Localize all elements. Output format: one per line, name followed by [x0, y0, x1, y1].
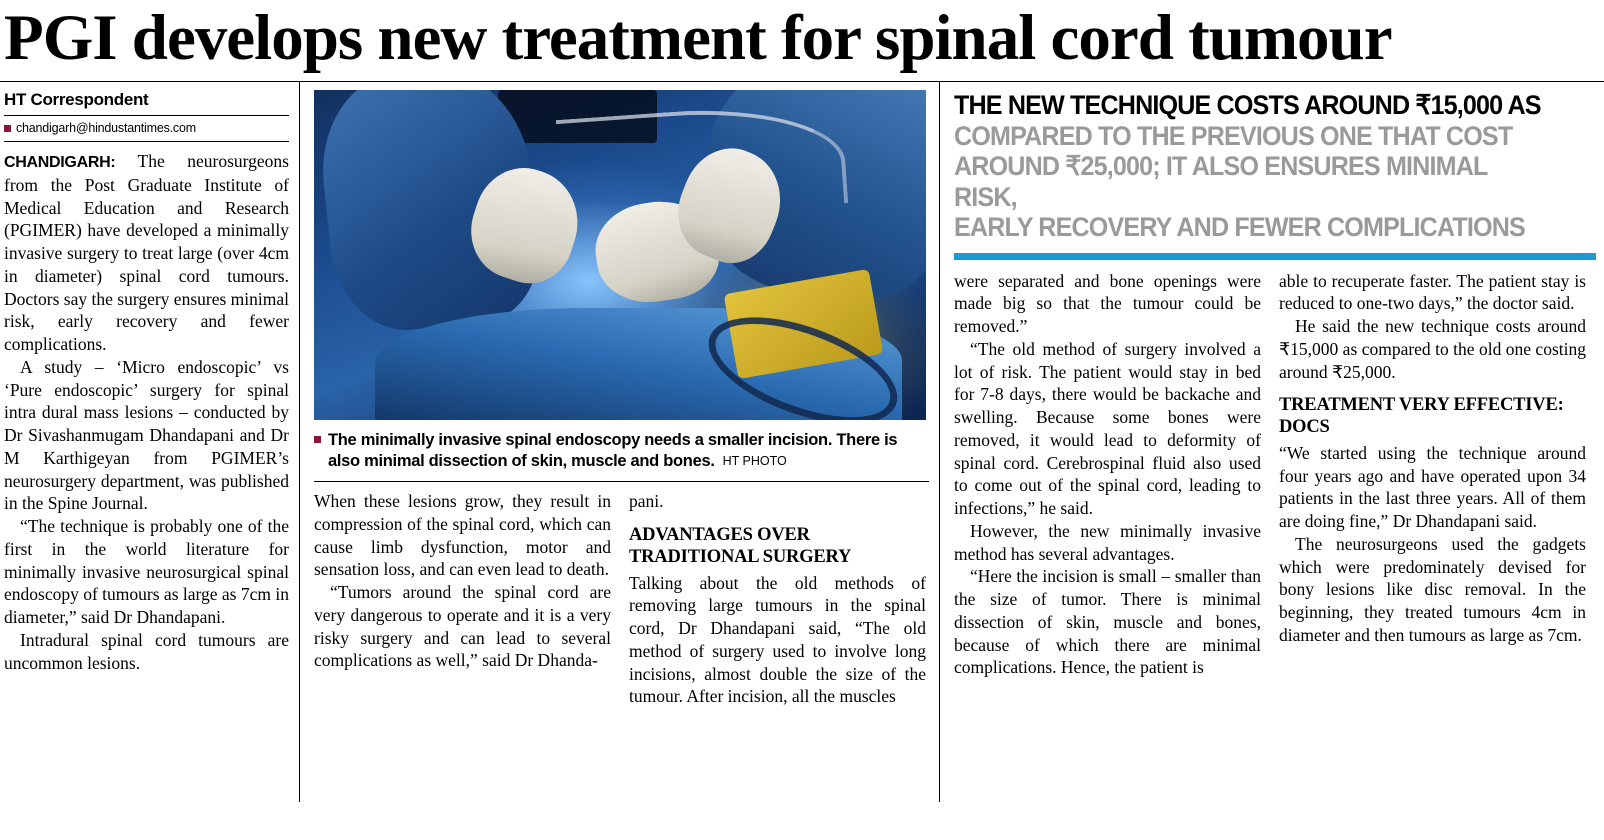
- surgery-photo: [314, 90, 926, 420]
- paragraph: pani.: [629, 491, 664, 512]
- column-two-a: [314, 490, 611, 708]
- paragraph: “Tumors around the spinal cord are very dangerous to operate and it is a very risky surgery and can lead to several complications as well,” said Dr Dhanda-: [314, 582, 611, 671]
- caption-divider: [314, 481, 929, 482]
- paragraph: He said the new technique costs around ₹15,000 as compared to the old one costing around ₹25,000.: [1279, 316, 1586, 382]
- paragraph: “We started using the technique around four years ago and have operated upon 34 patients in the last three years. All of them are doing fine,” Dr Dhandapani said.: [1279, 442, 1586, 532]
- article-body: [0, 82, 1604, 802]
- paragraph: “The technique is probably one of the first in the world literature for minimally invasive neurosurgical spinal endoscopy of tumours as large as 7cm in diameter,” said Dr Dhandapani.: [4, 516, 289, 628]
- paragraph: However, the new minimally invasive method has several advantages.: [954, 520, 1261, 564]
- photo-caption-text: The minimally invasive spinal endoscopy needs a smaller incision. There is also minimal dissection of skin, muscle and bones.: [328, 431, 898, 471]
- column-three-text-group: [954, 270, 1596, 680]
- paragraph: A study – ‘Micro endoscopic’ vs ‘Pure endoscopic’ surgery for spinal intra dural mass lesions – conducted by Dr Sivashanmugam Dhandapani and Dr M Karthigeyan from PGIMER’s neurosurgery department, was published in the Spine Journal.: [4, 356, 289, 514]
- column-three-a: [954, 270, 1261, 680]
- kicker-divider: [954, 253, 1596, 260]
- pull-quote-kicker: [954, 90, 1551, 243]
- lead-paragraph: [4, 150, 289, 356]
- paragraph: able to recuperate faster. The patient stay is reduced to one-two days,” the doctor said.: [1279, 270, 1586, 314]
- paragraph: When these lesions grow, they result in compression of the spinal cord, which can cause limb dysfunction, motor and sensation loss, and can even lead to death.: [314, 491, 611, 580]
- section-subhead: ADVANTAGES OVER TRADITIONAL SURGERY: [629, 524, 852, 567]
- byline-bottom-divider: [4, 141, 289, 142]
- column-two: [300, 82, 940, 802]
- byline-divider: [4, 115, 289, 116]
- column-two-b: [629, 490, 926, 708]
- section-subhead: TREATMENT VERY EFFECTIVE: DOCS: [1279, 395, 1564, 438]
- paragraph: Intradural spinal cord tumours are uncommon lesions.: [4, 629, 289, 673]
- photo-caption: [328, 430, 929, 472]
- column-three-b: [1279, 270, 1586, 680]
- kicker-line-1: THE NEW TECHNIQUE COSTS AROUND ₹15,000 AS: [954, 90, 1541, 120]
- column-three: [940, 82, 1600, 802]
- column-two-text-group: [314, 490, 929, 708]
- bullet-square-icon: [314, 436, 321, 443]
- page-title: PGI develops new treatment for spinal cord tumour: [4, 2, 1392, 74]
- column-one: [0, 82, 300, 802]
- kicker-line-4: EARLY RECOVERY AND FEWER COMPLICATIONS: [954, 212, 1525, 242]
- paragraph: The neurosurgeons used the gadgets which were predominately devised for bony lesions like disc removal. In the beginning, they treated tumours 4cm in diameter and then tumours as large as 7cm.: [1279, 533, 1586, 645]
- lead-paragraph-text: The neurosurgeons from the Post Graduate Institute of Medical Education and Research (PGIMER) have developed a minimally invasive surgery to treat large (over 4cm in diameter) spinal cord tumours. Doctors say the surgery ensures minimal risk, early recovery and fewer complications.: [4, 151, 289, 355]
- kicker-line-3: AROUND ₹25,000; IT ALSO ENSURES MINIMAL RISK,: [954, 151, 1488, 212]
- photo-caption-row: [314, 430, 929, 472]
- paragraph: “The old method of surgery involved a lot of risk. The patient would stay in bed for 7-8 days, there would be backache and swelling. Because some bones were removed, it would lead to deformity of spinal cord. Cerebrospinal fluid also used to come out of the spinal cord, leading to infections,” he said.: [954, 338, 1261, 518]
- byline-email: chandigarh@hindustantimes.com: [16, 121, 196, 135]
- paragraph: were separated and bone openings were made big so that the tumour could be removed.”: [954, 270, 1261, 336]
- byline-author: HT Correspondent: [4, 90, 149, 109]
- paragraph: “Here the incision is small – smaller than the size of tumor. There is minimal dissection of skin, muscle and bones, because of which there are minimal complications. Hence, the patient is: [954, 566, 1261, 678]
- photo-credit: HT PHOTO: [722, 454, 787, 469]
- dateline: CHANDIGARH:: [4, 154, 116, 171]
- bullet-square-icon: [4, 125, 11, 132]
- byline-email-row: [4, 121, 289, 135]
- paragraph: Talking about the old methods of removing large tumours in the spinal cord, Dr Dhandapani said, “The old method of surgery used to involve long incisions, almost double the size of the tumour. After incision, all the muscles: [629, 572, 926, 707]
- kicker-line-2: COMPARED TO THE PREVIOUS ONE THAT COST: [954, 120, 1513, 151]
